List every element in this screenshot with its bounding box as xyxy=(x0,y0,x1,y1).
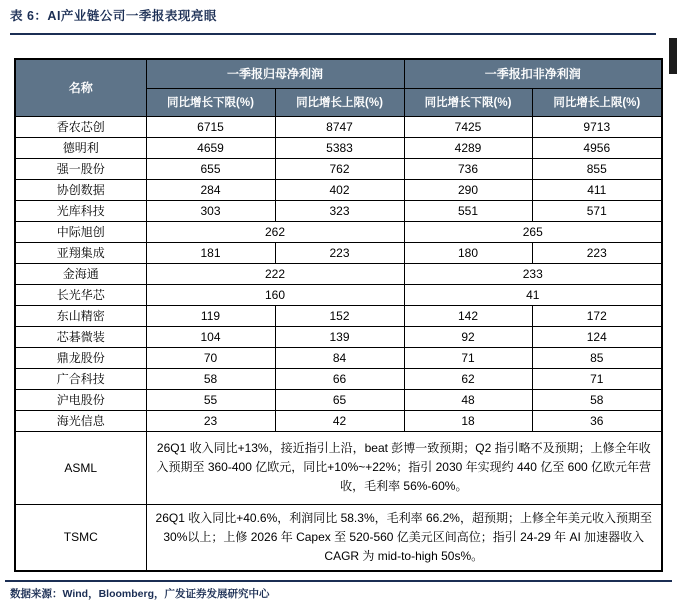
value-cell: 42 xyxy=(275,410,404,431)
footer-divider-rule xyxy=(5,580,672,582)
value-cell: 4289 xyxy=(404,137,532,158)
table-row xyxy=(15,116,662,137)
value-cell: 284 xyxy=(146,179,275,200)
value-cell: 124 xyxy=(532,326,662,347)
value-cell: 323 xyxy=(275,200,404,221)
value-cell: 92 xyxy=(404,326,532,347)
table-row xyxy=(15,242,662,263)
value-cell: 181 xyxy=(146,242,275,263)
column-header-yoy-lower-1: 同比增长下限(%) xyxy=(146,88,275,116)
company-name-cell: 广合科技 xyxy=(15,368,146,389)
value-cell: 180 xyxy=(404,242,532,263)
table-row xyxy=(15,284,662,305)
value-cell: 303 xyxy=(146,200,275,221)
value-cell: 411 xyxy=(532,179,662,200)
company-name-cell: 协创数据 xyxy=(15,179,146,200)
table-row xyxy=(15,368,662,389)
value-cell: 152 xyxy=(275,305,404,326)
table-row xyxy=(15,347,662,368)
table-row xyxy=(15,158,662,179)
value-cell: 402 xyxy=(275,179,404,200)
column-group-net-profit: 一季报归母净利润 xyxy=(146,59,404,88)
value-cell: 119 xyxy=(146,305,275,326)
value-cell: 9713 xyxy=(532,116,662,137)
column-header-name: 名称 xyxy=(15,59,146,116)
column-group-non-gaap-profit: 一季报扣非净利润 xyxy=(404,59,662,88)
value-cell: 222 xyxy=(146,263,404,284)
value-cell: 6715 xyxy=(146,116,275,137)
value-cell: 66 xyxy=(275,368,404,389)
value-cell: 8747 xyxy=(275,116,404,137)
company-name-cell: 海光信息 xyxy=(15,410,146,431)
table-row xyxy=(15,137,662,158)
value-cell: 18 xyxy=(404,410,532,431)
title-divider-rule xyxy=(10,33,656,35)
table-row xyxy=(15,221,662,242)
company-name-cell: 长光华芯 xyxy=(15,284,146,305)
value-cell: 48 xyxy=(404,389,532,410)
q1-report-table xyxy=(14,58,663,572)
table-row xyxy=(15,305,662,326)
value-cell: 223 xyxy=(532,242,662,263)
value-cell: 85 xyxy=(532,347,662,368)
table-title: 表 6：AI产业链公司一季报表现亮眼 xyxy=(10,9,217,23)
company-name-cell: 金海通 xyxy=(15,263,146,284)
value-cell: 290 xyxy=(404,179,532,200)
value-cell: 4956 xyxy=(532,137,662,158)
data-source-note: 数据来源：Wind，Bloomberg，广发证券发展研究中心 xyxy=(10,588,270,600)
table-note-row xyxy=(15,431,662,504)
company-name-cell: 中际旭创 xyxy=(15,221,146,242)
value-cell: 655 xyxy=(146,158,275,179)
value-cell: 41 xyxy=(404,284,662,305)
value-cell: 84 xyxy=(275,347,404,368)
table-row xyxy=(15,410,662,431)
company-name-cell: 东山精密 xyxy=(15,305,146,326)
value-cell: 7425 xyxy=(404,116,532,137)
value-cell: 55 xyxy=(146,389,275,410)
value-cell: 551 xyxy=(404,200,532,221)
company-name-cell: ASML xyxy=(15,431,146,504)
company-name-cell: TSMC xyxy=(15,504,146,571)
value-cell: 139 xyxy=(275,326,404,347)
company-name-cell: 强一股份 xyxy=(15,158,146,179)
value-cell: 36 xyxy=(532,410,662,431)
value-cell: 223 xyxy=(275,242,404,263)
column-header-yoy-upper-1: 同比增长上限(%) xyxy=(275,88,404,116)
table-row xyxy=(15,263,662,284)
value-cell: 62 xyxy=(404,368,532,389)
company-name-cell: 芯碁微装 xyxy=(15,326,146,347)
value-cell: 23 xyxy=(146,410,275,431)
value-cell: 70 xyxy=(146,347,275,368)
column-header-yoy-lower-2: 同比增长下限(%) xyxy=(404,88,532,116)
value-cell: 5383 xyxy=(275,137,404,158)
table-row xyxy=(15,200,662,221)
note-text-cell: 26Q1 收入同比+13%，接近指引上沿，beat 彭博一致预期；Q2 指引略不及预期；上修全年收入预期至 360-400 亿欧元，同比+10%~+22%；指引 2030 年实现约 440 亿至 600 亿欧元年营收，毛利率 56%-60%。 xyxy=(146,431,662,504)
value-cell: 265 xyxy=(404,221,662,242)
value-cell: 71 xyxy=(532,368,662,389)
value-cell: 4659 xyxy=(146,137,275,158)
note-text-cell: 26Q1 收入同比+40.6%，利润同比 58.3%，毛利率 66.2%，超预期；上修全年美元收入预期至 30%以上；上修 2026 年 Capex 至 520-560 亿美元区间高位；指引 24-29 年 AI 加速器收入 CAGR 为 mid-to-high 50s%。 xyxy=(146,504,662,571)
scrollbar-thumb[interactable] xyxy=(669,38,677,74)
company-name-cell: 沪电股份 xyxy=(15,389,146,410)
company-name-cell: 鼎龙股份 xyxy=(15,347,146,368)
value-cell: 262 xyxy=(146,221,404,242)
value-cell: 172 xyxy=(532,305,662,326)
value-cell: 58 xyxy=(532,389,662,410)
table-row xyxy=(15,389,662,410)
table-header xyxy=(15,59,662,116)
table-body xyxy=(15,116,662,571)
value-cell: 736 xyxy=(404,158,532,179)
value-cell: 762 xyxy=(275,158,404,179)
value-cell: 571 xyxy=(532,200,662,221)
company-name-cell: 亚翔集成 xyxy=(15,242,146,263)
column-header-yoy-upper-2: 同比增长上限(%) xyxy=(532,88,662,116)
value-cell: 855 xyxy=(532,158,662,179)
table-header-row-groups xyxy=(15,59,662,88)
table-row xyxy=(15,179,662,200)
value-cell: 142 xyxy=(404,305,532,326)
table-row xyxy=(15,326,662,347)
company-name-cell: 光库科技 xyxy=(15,200,146,221)
value-cell: 58 xyxy=(146,368,275,389)
value-cell: 233 xyxy=(404,263,662,284)
value-cell: 65 xyxy=(275,389,404,410)
value-cell: 104 xyxy=(146,326,275,347)
company-name-cell: 香农芯创 xyxy=(15,116,146,137)
value-cell: 160 xyxy=(146,284,404,305)
company-name-cell: 德明利 xyxy=(15,137,146,158)
table-note-row xyxy=(15,504,662,571)
value-cell: 71 xyxy=(404,347,532,368)
